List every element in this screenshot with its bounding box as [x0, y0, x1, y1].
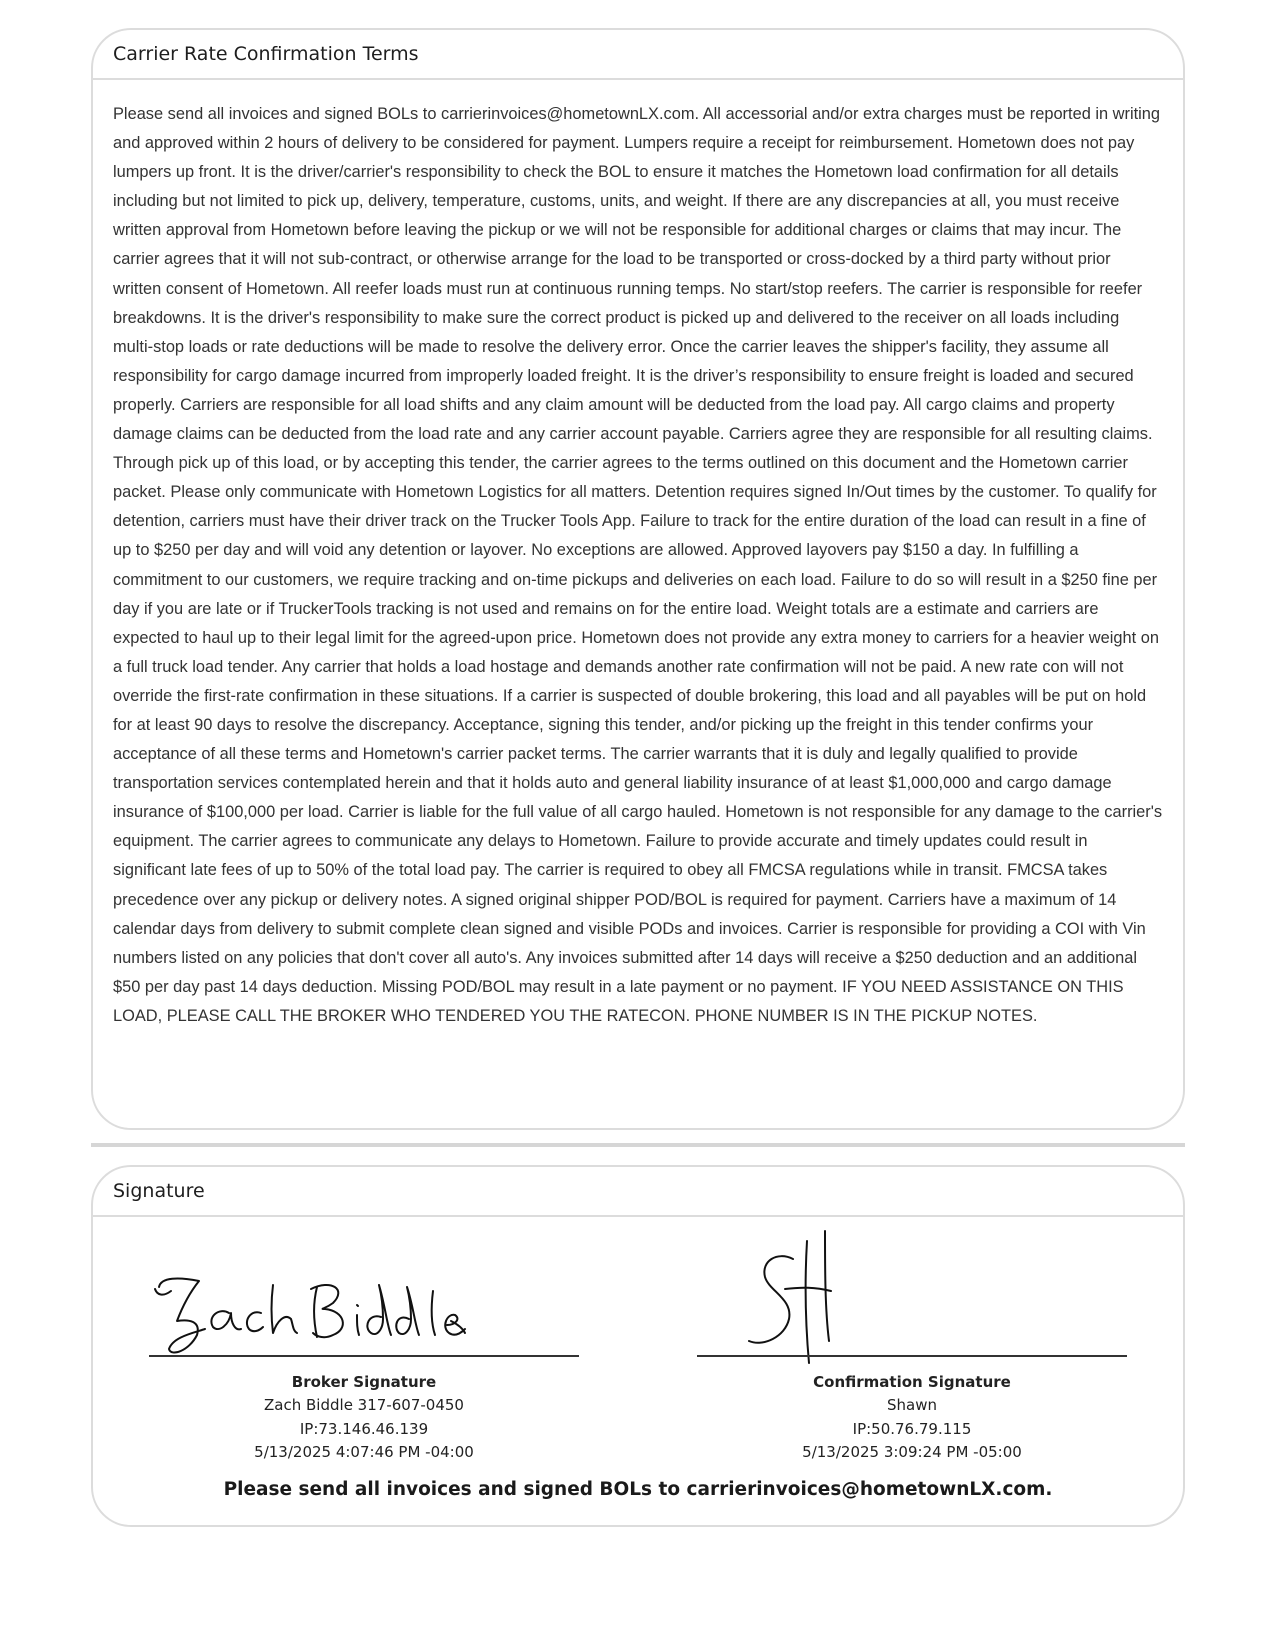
terms-body-text: Please send all invoices and signed BOLs to carrierinvoices@hometownLX.com. All accessorial and/or extra charges must be reported in writing and approved within 2 hours of delivery to be considered for payment. Lumpers require a receipt for reimbursement. Hometown does not pay lumpers up front. It is the driver/carrier's responsibility to check the BOL to ensure it matches the Hometown load confirmation for all details including but not limited to pick up, delivery, temperature, customs, units, and weight. If there are any discrepancies at all, you must receive written approval from Hometown before leaving the pickup or we will not be responsible for additional charges or claims that may incur. The carrier agrees that it will not sub-contract, or otherwise arrange for the load to be transported or cross-docked by a third party without prior written consent of Hometown. All reefer loads must run at continuous running temps. No start/stop reefers. The carrier is responsible for reefer breakdowns. It is the driver's responsibility to make sure the correct product is picked up and delivered to the receiver on all loads including multi-stop loads or rate deductions will be made to resolve the delivery error. Once the carrier leaves the shipper's facility, they assume all responsibility for cargo damage incurred from improperly loaded freight. It is the driver’s responsibility to ensure freight is loaded and secured properly. Carriers are responsible for all load shifts and any claim amount will be deducted from the load pay. All cargo claims and property damage claims can be deducted from the load rate and any carrier account payable. Carriers agree they are responsible for all resulting claims. Through pick up of this load, or by accepting this tender, the carrier agrees to the terms outlined on this document and the Hometown carrier packet. Please only communicate with Hometown Logistics for all matters. Detention requires signed In/Out times by the customer. To qualify for detention, carriers must have their driver track on the Trucker Tools App. Failure to track for the entire duration of the load can result in a fine of up to $250 per day and will void any detention or layover. No exceptions are allowed. Approved layovers pay $150 a day. In fulfilling a commitment to our customers, we require tracking and on-time pickups and deliveries on each load. Failure to do so will result in a $250 fine per day if you are late or if TruckerTools tracking is not used and remains on for the entire load. Weight totals are a estimate and carriers are expected to haul up to their legal limit for the agreed-upon price. Hometown does not provide any extra money to carriers for a heavier weight on a full truck load tender. Any carrier that holds a load hostage and demands another rate confirmation will not be paid. A new rate con will not override the first-rate confirmation in these situations. If a carrier is suspected of double brokering, this load and all payables will be put on hold for at least 90 days to resolve the discrepancy. Acceptance, signing this tender, and/or picking up the freight in this tender confirms your acceptance of all these terms and Hometown's carrier packet terms. The carrier warrants that it is duly and legally qualified to provide transportation services contemplated herein and that it holds auto and general liability insurance of at least $1,000,000 and cargo damage insurance of $100,000 per load. Carrier is liable for the full value of all cargo hauled. Hometown is not responsible for any damage to the carrier's equipment. The carrier agrees to communicate any delays to Hometown. Failure to provide accurate and timely updates could result in significant late fees of up to 50% of the total load pay. The carrier is required to obey all FMCSA regulations while in transit. FMCSA takes precedence over any pickup or delivery notes. A signed original shipper POD/BOL is required for payment. Carriers have a maximum of 14 calendar days from delivery to submit complete clean signed and visible PODs and invoices. Carrier is responsible for providing a COI with Vin numbers listed on any policies that don't cover all auto's. Any invoices submitted after 14 days will receive a $250 deduction and an additional $50 per day past 14 days deduction. Missing POD/BOL may result in a late payment or no payment. IF YOU NEED ASSISTANCE ON THIS LOAD, PLEASE CALL THE BROKER WHO TENDERED YOU THE RATECON. PHONE NUMBER IS IN THE PICKUP NOTES. — [113, 105, 1163, 1025]
confirmation-signature-scribble — [697, 1229, 1127, 1369]
confirmation-name: Shawn — [887, 1396, 937, 1414]
section-divider — [91, 1143, 1185, 1147]
confirmation-signature-line — [697, 1355, 1127, 1357]
signature-title: Signature — [93, 1167, 1183, 1217]
broker-handwritten-signature — [149, 1229, 579, 1359]
broker-signature-block — [149, 1229, 579, 1465]
confirmation-timestamp: 5/13/2025 3:09:24 PM -05:00 — [802, 1443, 1022, 1461]
invoice-footer-note: Please send all invoices and signed BOLs to carrierinvoices@hometownLX.com. — [223, 1479, 1053, 1500]
broker-name-phone: Zach Biddle 317-607-0450 — [264, 1396, 464, 1414]
broker-signature-scribble — [149, 1229, 579, 1369]
confirmation-signature-block — [697, 1229, 1127, 1465]
terms-title: Carrier Rate Confirmation Terms — [93, 30, 1183, 80]
terms-card — [91, 28, 1185, 1130]
broker-signature-line — [149, 1355, 579, 1357]
signature-card — [91, 1165, 1185, 1527]
confirmation-signature-label: Confirmation Signature — [813, 1373, 1011, 1391]
broker-ip: IP:73.146.46.139 — [299, 1419, 429, 1438]
broker-signature-label: Broker Signature — [291, 1373, 437, 1391]
confirmation-handwritten-signature — [697, 1229, 1127, 1359]
broker-timestamp: 5/13/2025 4:07:46 PM -04:00 — [254, 1443, 474, 1461]
confirmation-ip: IP:50.76.79.115 — [852, 1419, 972, 1438]
